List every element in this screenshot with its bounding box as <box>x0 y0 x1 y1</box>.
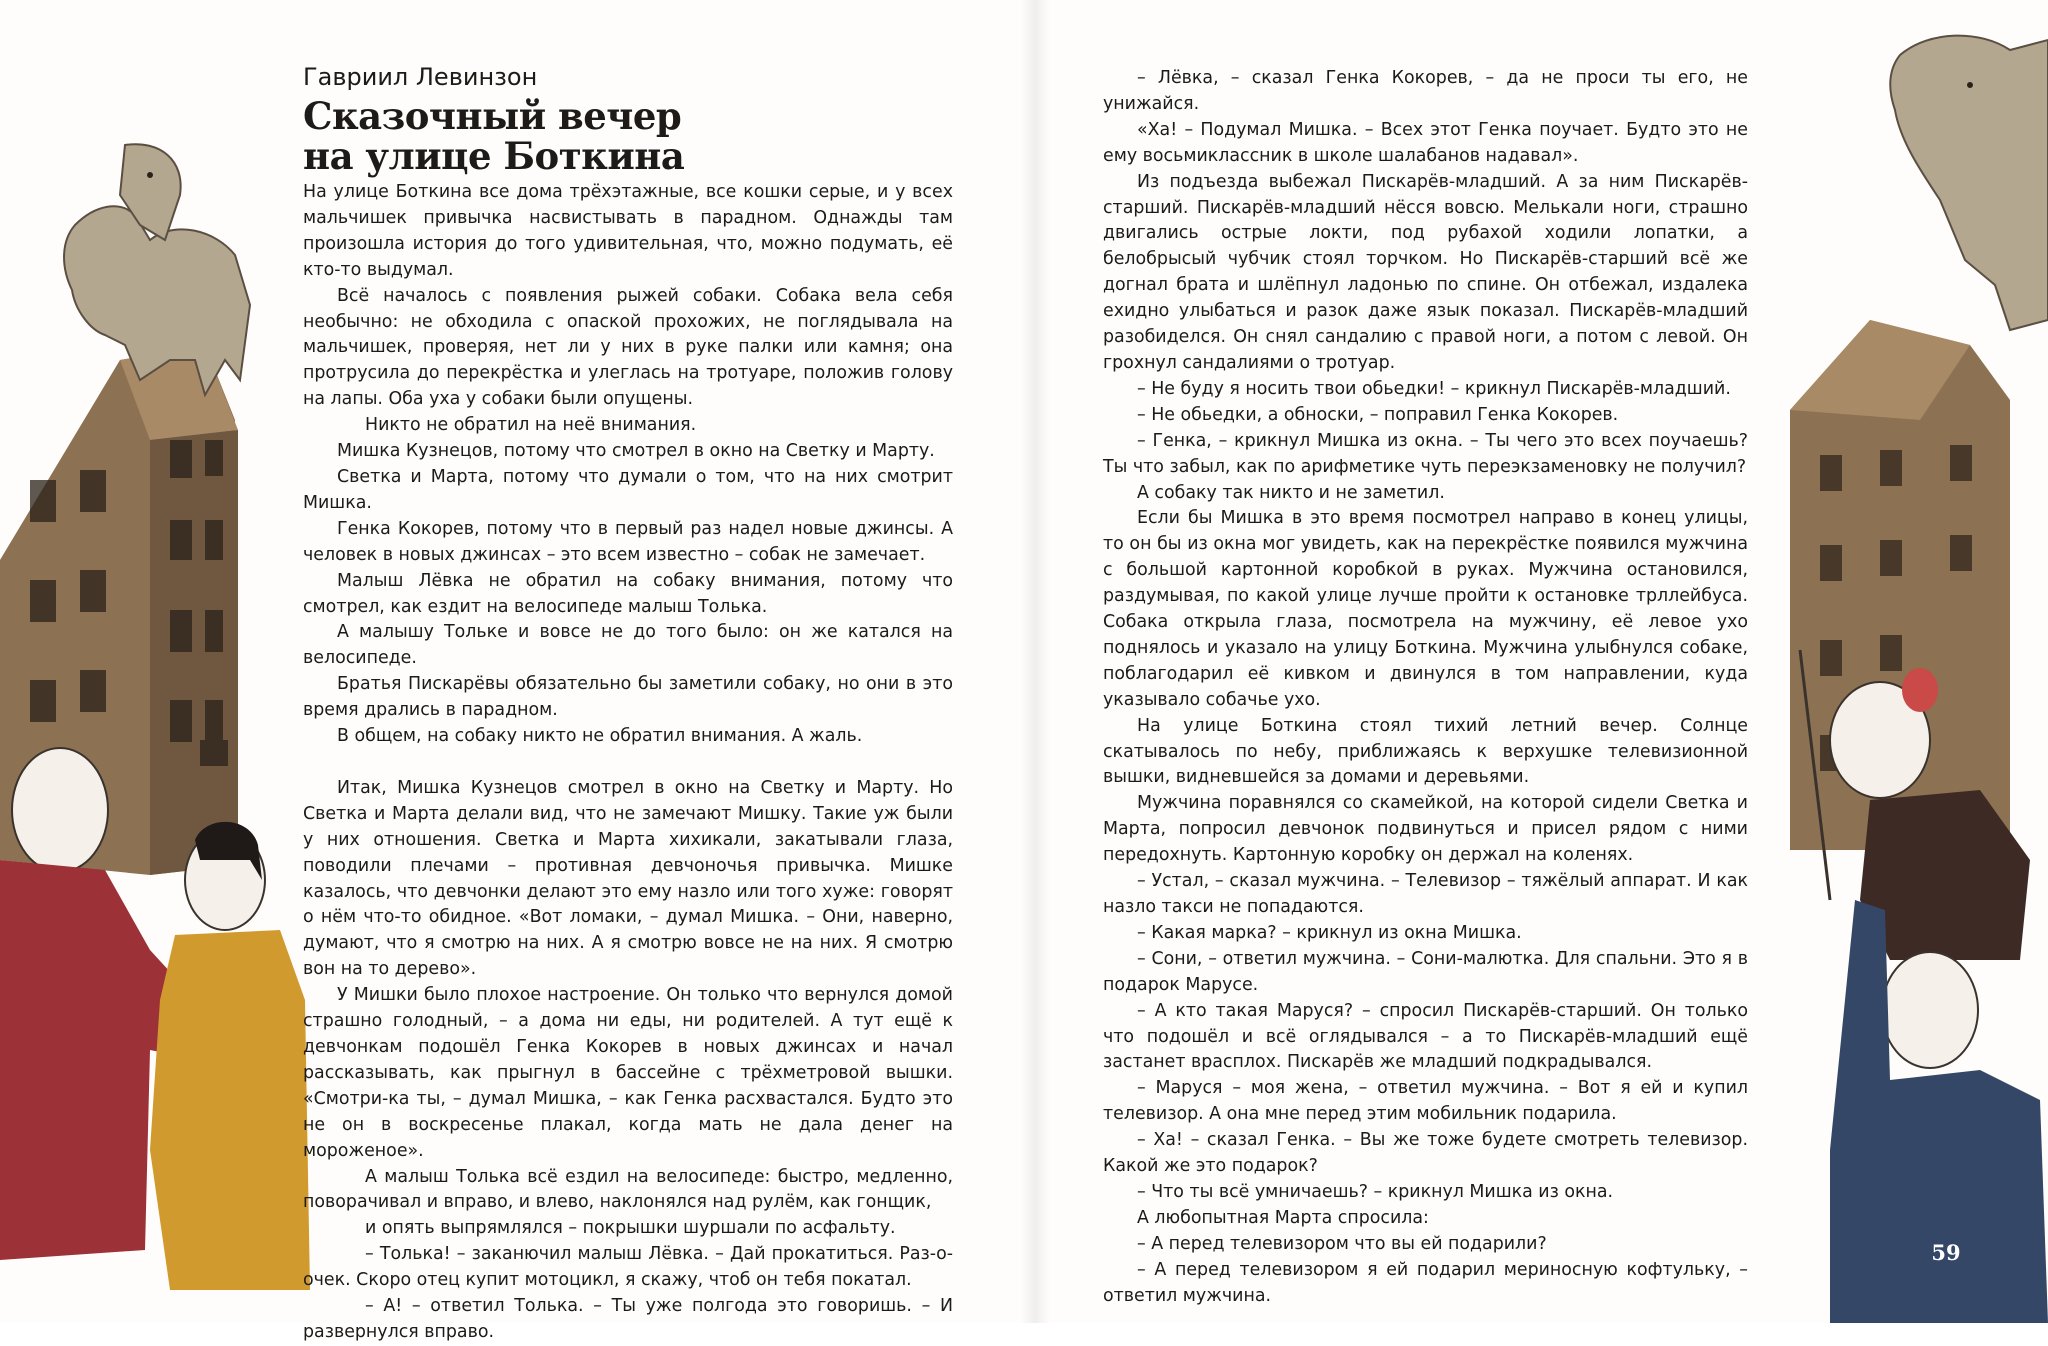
paragraph: – Устал, – сказал мужчина. – Телевизор – тяжёлый аппарат. И как назло такси не попадаются. <box>1103 871 1748 917</box>
left-text-column <box>303 62 953 1346</box>
paragraph: – А перед телевизором что вы ей подарили? <box>1137 1233 1547 1254</box>
paragraph: – Сони, – ответил мужчина. – Сони-малютка. Для спальни. Это я в подарок Марусе. <box>1103 948 1748 995</box>
right-illustration <box>1770 0 2048 1323</box>
paragraph: – Лёвка, – сказал Генка Кокорев, – да не проси ты его, не унижайся. <box>1103 68 1748 114</box>
paragraph: Если бы Мишка в это время посмотрел направо в конец улицы, то он бы из окна мог увидеть, как на перекрёстке появился мужчина с большой картонной коробкой в руках. Мужчина остановился, раздумывая, по какой улице лучше пройти к остановке трллейбуса. Собака открыла глаза, посмотрела на мужчину, её левое ухо поднялось и указало на улицу Боткина. Мужчина улыбнулся собаке, поблагодарил её кивком и двинулся в том направлении, куда указывало собачье ухо. <box>1103 508 1748 710</box>
paragraph: В общем, на собаку никто не обратил внимания. А жаль. <box>337 726 863 747</box>
paragraph: – Толька! – заканючил малыш Лёвка. – Дай прокатиться. Раз-о-очек. Скоро отец купит мотоцикл, я скажу, чтоб он тебя покатал. <box>303 1244 953 1291</box>
paragraph: – Ха! – сказал Генка. – Вы же тоже будете смотреть телевизор. Какой же это подарок? <box>1103 1130 1748 1177</box>
paragraph: – Не буду я носить твои обьедки! – крикнул Пискарёв-младший. <box>1137 378 1731 399</box>
paragraph: «Ха! – Подумал Мишка. – Всех этот Генка поучает. Будто это не ему восьмиклассник в школе шалабанов надавал». <box>1103 119 1748 166</box>
paragraph: Никто не обратил на неё внимания. <box>365 415 697 436</box>
right-text-column <box>1103 66 1748 1310</box>
paragraph: Мужчина поравнялся со скамейкой, на которой сидели Светка и Марта, попросил девчонок подвинуться и присел рядом с ними передохнуть. Картонную коробку он держал на коленях. <box>1103 793 1748 866</box>
paragraph: Генка Кокорев, потому что в первый раз надел новые джинсы. А человек в новых джинсах – это всем известно – собак не замечает. <box>303 518 953 565</box>
paragraph: На улице Боткина все дома трёхэтажные, все кошки серые, и у всех мальчишек привычка насвистывать в парадном. Однажды там произошла история до того удивительная, что, можно подумать, её кто-то выдумал. <box>303 182 953 280</box>
paragraph: Итак, Мишка Кузнецов смотрел в окно на Светку и Марту. Но Светка и Марта делали вид, что не замечают Мишку. Такие уж были у них отношения. Светка и Марта хихикали, закатывали глаза, поводили плечами – противная девчоночья привычка. Мишке казалось, что девчонки делают это ему назло или того хуже: говорят о нём что-то обидное. «Вот ломаки, – думал Мишка. – Они, наверно, думают, что я смотрю на них. А я смотрю вовсе не на них. Я смотрю вон на то дерево». <box>303 777 953 980</box>
paragraph: – А кто такая Маруся? – спросил Пискарёв-старший. Он только что подошёл и всё оглядывался – а то Пискарёв-младший ещё застанет врасплох. Пискарёв же младший подкрадывался. <box>1103 1000 1748 1073</box>
paragraph: – Не обьедки, а обноски, – поправил Генка Кокорев. <box>1137 404 1619 425</box>
title-line-2: на улице Боткина <box>303 134 685 178</box>
paragraph: Мишка Кузнецов, потому что смотрел в окно на Светку и Марту. <box>337 441 935 462</box>
paragraph: А малышу Тольке и вовсе не до того было: он же катался на велосипеде. <box>303 622 953 669</box>
paragraph: – А перед телевизором я ей подарил мериносную кофтульку, – ответил мужчина. <box>1103 1259 1748 1306</box>
paragraph: На улице Боткина стоял тихий летний вечер. Солнце скатывалось по небу, приближаясь к верхушке телевизионной вышки, видневшейся за домами и деревьями. <box>1103 715 1748 788</box>
boys-icon <box>1800 650 2048 1323</box>
paragraph: Светка и Марта, потому что думали о том, что на них смотрит Мишка. <box>303 466 953 513</box>
paragraph: А собаку так никто и не заметил. <box>1137 482 1445 503</box>
paragraph: А малыш Толька всё ездил на велосипеде: быстро, медленно, поворачивал и вправо, и влево, наклонялся над рулём, как гонщик, <box>303 1166 953 1213</box>
page-number: 59 <box>1931 1240 1961 1265</box>
dog-icon <box>1890 36 2048 330</box>
dog-icon <box>64 144 250 395</box>
paragraph: – А! – ответил Толька. – Ты уже полгода это говоришь. – И развернулся вправо. <box>303 1296 953 1342</box>
paragraph: Малыш Лёвка не обратил на собаку внимания, потому что смотрел, как ездит на велосипеде малыш Толька. <box>303 570 953 617</box>
paragraph: – Генка, – крикнул Мишка из окна. – Ты чего это всех поучаешь? Ты что забыл, как по арифметике чуть переэкзаменовку не получил? <box>1103 430 1748 477</box>
paragraph: А любопытная Марта спросила: <box>1137 1207 1429 1228</box>
paragraph: – Маруся – моя жена, – ответил мужчина. – Вот я ей и купил телевизор. А она мне перед этим мобильник подарила. <box>1103 1078 1748 1125</box>
title-line-1: Сказочный вечер <box>303 94 682 138</box>
paragraph: Братья Пискарёвы обязательно бы заметили собаку, но они в это время дрались в парадном. <box>303 674 953 721</box>
author-name: Гавриил Левинзон <box>303 63 538 91</box>
story-title <box>303 96 953 176</box>
paragraph: У Мишки было плохое настроение. Он только что вернулся домой страшно голодный, – а дома ни еды, ни родителей. А тут ещё к девчонкам подошёл Генка Кокорев в новых джинсах и начал рассказывать, как прыгнул в бассейне с трёхметровой вышки. «Смотри-ка ты, – думал Мишка, – как Генка расхвастался. Будто это не он в воскресенье плакал, когда мать не дала денег на мороженое». <box>303 985 953 1161</box>
left-illustration <box>0 0 310 1323</box>
page-gutter <box>1020 0 1050 1323</box>
paragraph: Всё началось с появления рыжей собаки. Собака вела себя необычно: не обходила с опаской прохожих, не поглядывала на мальчишек, проверяя, нет ли у них в руке палки или камня; она протрусила до перекрёстка и улеглась на тротуаре, положив голову на лапы. Оба уха у собаки были опущены. <box>303 285 953 410</box>
paragraph: и опять выпрямлялся – покрышки шуршали по асфальту. <box>365 1218 896 1239</box>
paragraph: – Что ты всё умничаешь? – крикнул Мишка из окна. <box>1137 1181 1614 1202</box>
paragraph: Из подъезда выбежал Пискарёв-младший. А за ним Пискарёв-старший. Пискарёв-младший нёсся вовсю. Мелькали ноги, страшно двигались острые локти, под рубахой ходили лопатки, а белобрысый чубчик стоял торчком. Но Пискарёв-старший всё же догнал брата и шлёпнул ладонью по спине. Он отбежал, издалека ехидно улыбаться и разок даже язык показал. Пискарёв-младший разобиделся. Он снял сандалию с правой ноги, а потом с левой. Он грохнул сандалиями о тротуар. <box>1103 171 1748 373</box>
paragraph: – Какая марка? – крикнул из окна Мишка. <box>1137 922 1522 943</box>
